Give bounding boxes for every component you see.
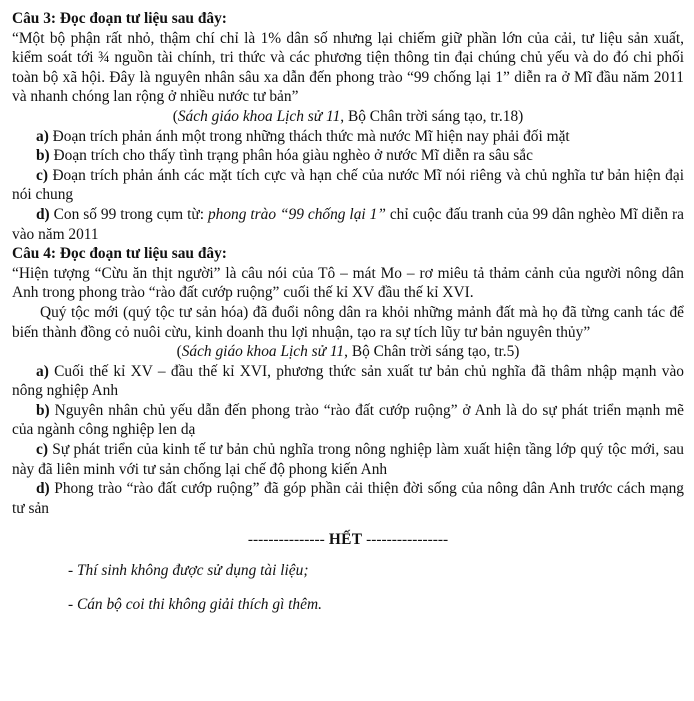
end-word: HẾT [328, 531, 362, 549]
q4-title: Câu 4: Đọc đoạn tư liệu sau đây: [12, 245, 227, 263]
q3-source-rest: , Bộ Chân trời sáng tạo, tr.18) [340, 107, 524, 125]
end-dashes-right: ---------------- [366, 531, 449, 549]
q3-option-d [12, 205, 684, 244]
option-label: a) [36, 127, 49, 145]
option-text: Đoạn trích cho thấy tình trạng phân hóa giàu nghèo ở nước Mĩ diễn ra sâu sắc [49, 147, 533, 165]
end-dashes-left: --------------- [247, 531, 325, 549]
option-label: d) [36, 205, 50, 223]
option-text: Sự phát triển của kinh tế tư bản chủ nghĩa trong nông nghiệp làm xuất hiện tầng lớp quý tộc mới, sau này đã liên minh với tư sản chống lại chế độ phong kiến Anh [12, 441, 684, 478]
option-label: b) [36, 401, 50, 419]
q3-source-book: Sách giáo khoa Lịch sử 11 [177, 107, 341, 125]
q3-option-a [12, 127, 684, 147]
note-no-explanation: - Cán bộ coi thi không giải thích gì thêm. [68, 595, 322, 613]
q4-option-b [12, 401, 684, 440]
option-label: b) [36, 147, 50, 165]
q4-option-a [12, 362, 684, 401]
q3-option-b [12, 146, 684, 166]
option-text: Nguyên nhân chủ yếu dẫn đến phong trào “rào đất cướp ruộng” ở Anh là do sự phát triển mạnh mẽ của ngành công nghiệp len dạ [12, 401, 684, 439]
option-text: chỉ cuộc đấu tranh của 99 dân nghèo Mĩ diễn ra vào năm 2011 [12, 205, 684, 243]
q4-source-book: Sách giáo khoa Lịch sử 11 [181, 343, 345, 361]
note-no-materials: - Thí sinh không được sử dụng tài liệu; [68, 562, 309, 580]
option-text: Đoạn trích phản ánh một trong những thách thức mà nước Mĩ hiện nay phải đối mặt [48, 127, 570, 145]
q4-source-rest: , Bộ Chân trời sáng tạo, tr.5) [344, 343, 520, 361]
q4-source: (Sách giáo khoa Lịch sử 11, Bộ Chân trời sáng tạo, tr.5) [176, 343, 520, 361]
q4-option-d [12, 479, 684, 518]
option-text: Con số 99 trong cụm từ: [49, 205, 208, 223]
q3-passage: “Một bộ phận rất nhỏ, thậm chí chỉ là 1% dân số nhưng lại chiếm giữ phần lớn của cải, tư liệu sản xuất, kiểm soát tới ¾ nguồn tài chính, tri thức và các phương tiện thông tin đại chúng chủ yếu và do đó chi phối toàn bộ xã hội. Đây là nguyên nhân sâu xa dẫn đến phong trào “99 chống lại 1” diễn ra ở Mĩ đầu năm 2011 và nhanh chóng lan rộng ở nhiều nước tư bản” [12, 29, 684, 106]
option-label: d) [36, 480, 50, 498]
option-label: c) [36, 441, 48, 459]
option-text: Đoạn trích phản ánh các mặt tích cực và hạn chế của nước Mĩ nói riêng và chủ nghĩa tư bản hiện đại nói chung [12, 166, 684, 204]
q3-title: Câu 3: Đọc đoạn tư liệu sau đây: [12, 10, 227, 27]
option-label: a) [36, 362, 49, 380]
end-marker [12, 530, 684, 550]
option-text: Phong trào “rào đất cướp ruộng” đã góp phần cải thiện đời sống của nông dân Anh trước cách mạng tư sản [12, 480, 684, 517]
option-text: Cuối thế kỉ XV – đầu thế kỉ XVI, phương thức sản xuất tư bản chủ nghĩa đã thâm nhập mạnh vào nông nghiệp Anh [12, 362, 684, 400]
q3-source: (Sách giáo khoa Lịch sử 11, Bộ Chân trời sáng tạo, tr.18) [172, 107, 524, 125]
q4-passage-2: Quý tộc mới (quý tộc tư sản hóa) đã đuổi nông dân ra khỏi những mảnh đất mà họ đã từng canh tác để biến thành đồng cỏ nuôi cừu, kinh doanh thu lợi nhuận, tạo ra sự tích lũy tư bản nguyên thủy” [12, 303, 684, 341]
option-label: c) [36, 166, 48, 184]
q3-option-c [12, 166, 684, 205]
q4-option-c [12, 440, 684, 479]
q4-passage-1: “Hiện tượng “Cừu ăn thịt người” là câu nói của Tô – mát Mo – rơ miêu tả thảm cảnh của người nông dân Anh trong phong trào “rào đất cướp ruộng” cuối thế kỉ XV đầu thế kỉ XVI. [12, 264, 684, 302]
option-italic-text: phong trào “99 chống lại 1” [207, 205, 386, 223]
